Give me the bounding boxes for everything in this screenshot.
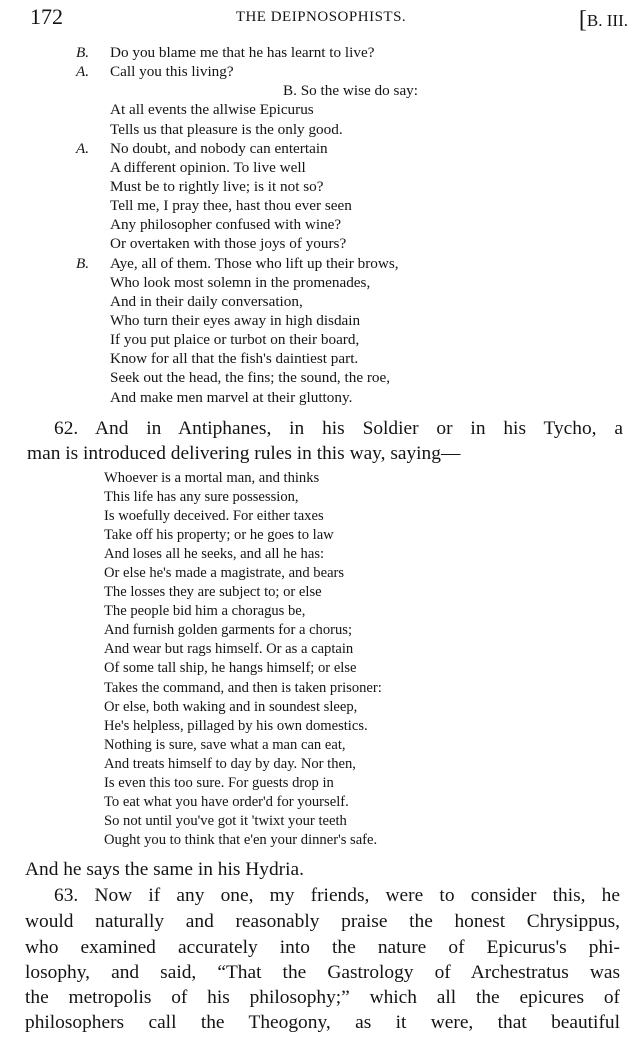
page-number: 172 — [30, 4, 63, 29]
verse-text: Who turn their eyes away in high disdain — [110, 311, 361, 329]
verse-text: So not until you've got it 'twixt your teeth — [104, 812, 347, 829]
verse-text: If you put plaice or turbot on their board, — [110, 331, 360, 349]
verse-line — [0, 43, 642, 62]
verse-line — [0, 621, 642, 640]
verse-line — [0, 564, 642, 583]
verse-line — [0, 602, 642, 621]
verse-line — [0, 81, 642, 100]
verse-text: Who look most solemn in the promenades, — [110, 273, 371, 291]
verse-text: Aye, all of them. Those who lift up their brows, — [110, 254, 399, 272]
verse-line — [0, 158, 642, 177]
verse-text: Is woefully deceived. For either taxes — [104, 508, 324, 525]
verse-line — [0, 812, 642, 831]
verse-line — [0, 120, 642, 139]
speaker-label: A. — [76, 63, 90, 81]
verse-text: And wear but rags himself. Or as a captain — [104, 641, 354, 658]
verse-text: This life has any sure possession, — [104, 489, 299, 506]
verse-text: Take off his property; or he goes to law — [104, 527, 334, 544]
verse-line — [0, 254, 642, 273]
prose-line: 63. Now if any one, my friends, were to consider this, he — [54, 885, 620, 906]
running-title: THE DEIPNOSOPHISTS. — [235, 9, 407, 25]
verse-text: The losses they are subject to; or else — [104, 584, 322, 601]
verse-text: To eat what you have order'd for yourself. — [104, 793, 349, 810]
verse-text: Of some tall ship, he hangs himself; or else — [104, 660, 357, 677]
verse-line — [0, 831, 642, 850]
verse-line — [0, 62, 642, 81]
verse-text: Takes the command, and then is taken prisoner: — [104, 679, 382, 696]
verse-line — [0, 659, 642, 678]
verse-line — [0, 215, 642, 234]
verse-text: Or else, both waking and in soundest sleep, — [104, 698, 358, 715]
verse-block — [0, 469, 642, 850]
verse-line — [0, 100, 642, 119]
prose-line: 62. And in Antiphanes, in his Soldier or in his Tycho, a — [54, 418, 623, 439]
prose-line: losophy, and said, “That the Gastrology of Archestratus was — [25, 962, 620, 983]
verse-text: Call you this living? — [110, 63, 234, 81]
verse-text: The people bid him a choragus be, — [104, 603, 306, 620]
verse-text: And make men marvel at their gluttony. — [110, 388, 353, 406]
verse-text: He's helpless, pillaged by his own domestics. — [104, 717, 368, 734]
verse-text: Ought you to think that e'en your dinner's safe. — [104, 831, 378, 848]
verse-line — [0, 388, 642, 407]
verse-line — [0, 526, 642, 545]
verse-text: A different opinion. To live well — [110, 158, 306, 176]
speaker-label: B. — [76, 254, 90, 272]
verse-line — [0, 234, 642, 253]
verse-line — [0, 793, 642, 812]
verse-text: At all events the allwise Epicurus — [110, 101, 314, 119]
verse-line — [0, 311, 642, 330]
verse-line — [0, 583, 642, 602]
verse-line — [0, 774, 642, 793]
book-label: B. III. — [586, 11, 628, 30]
verse-line — [0, 196, 642, 215]
verse-text: Is even this too sure. For guests drop in — [104, 774, 334, 791]
verse-line — [0, 349, 642, 368]
verse-line — [0, 292, 642, 311]
running-header — [0, 2, 642, 33]
verse-text: Do you blame me that he has learnt to live? — [110, 44, 375, 61]
prose-line: who examined accurately into the nature of Epicurus's phi- — [25, 937, 620, 958]
verse-line — [0, 698, 642, 717]
verse-text: Any philosopher confused with wine? — [110, 216, 342, 234]
verse-text: And loses all he seeks, and all he has: — [104, 546, 325, 563]
verse-text: Seek out the head, the fins; the sound, the roe, — [110, 369, 391, 387]
verse-line — [0, 736, 642, 755]
prose-line: man is introduced delivering rules in this way, saying— — [27, 443, 461, 464]
speaker-label: A. — [76, 139, 90, 157]
verse-line — [0, 545, 642, 564]
prose-line: would naturally and reasonably praise the honest Chrysippus, — [25, 911, 620, 932]
verse-line — [0, 755, 642, 774]
prose-line: And he says the same in his Hydria. — [25, 859, 304, 880]
verse-text: Tells us that pleasure is the only good. — [110, 120, 343, 138]
verse-text: Or else he's made a magistrate, and bears — [104, 565, 345, 582]
verse-text: Tell me, I pray thee, hast thou ever seen — [110, 197, 352, 215]
verse-line — [0, 139, 642, 158]
verse-line — [0, 507, 642, 526]
verse-line — [0, 488, 642, 507]
verse-text: No doubt, and nobody can entertain — [110, 139, 328, 157]
verse-line — [0, 469, 642, 488]
verse-text: Whoever is a mortal man, and thinks — [104, 470, 320, 486]
verse-text: Nothing is sure, save what a man can eat, — [104, 736, 346, 753]
verse-line — [0, 330, 642, 349]
dialogue-block — [0, 43, 642, 407]
verse-text: And furnish golden garments for a chorus; — [104, 622, 353, 639]
verse-text: And treats himself to day by day. Nor then, — [104, 755, 356, 772]
verse-line — [0, 717, 642, 736]
book-indicator: [B. III. — [578, 7, 628, 33]
speaker-label: B. — [76, 44, 90, 61]
verse-line — [0, 368, 642, 387]
verse-text: B. So the wise do say: — [283, 82, 418, 100]
verse-text: Or overtaken with those joys of yours? — [110, 235, 347, 253]
prose-line: philosophers call the Theogony, as it were, that beautiful — [25, 1012, 620, 1033]
verse-line — [0, 679, 642, 698]
verse-line — [0, 640, 642, 659]
verse-line — [0, 273, 642, 292]
prose-line: the metropolis of his philosophy;” which all the epicures of — [25, 987, 620, 1008]
verse-text: Must be to rightly live; is it not so? — [110, 177, 324, 195]
verse-line — [0, 177, 642, 196]
verse-text: And in their daily conversation, — [110, 292, 303, 310]
verse-text: Know for all that the fish's daintiest part. — [110, 350, 359, 368]
